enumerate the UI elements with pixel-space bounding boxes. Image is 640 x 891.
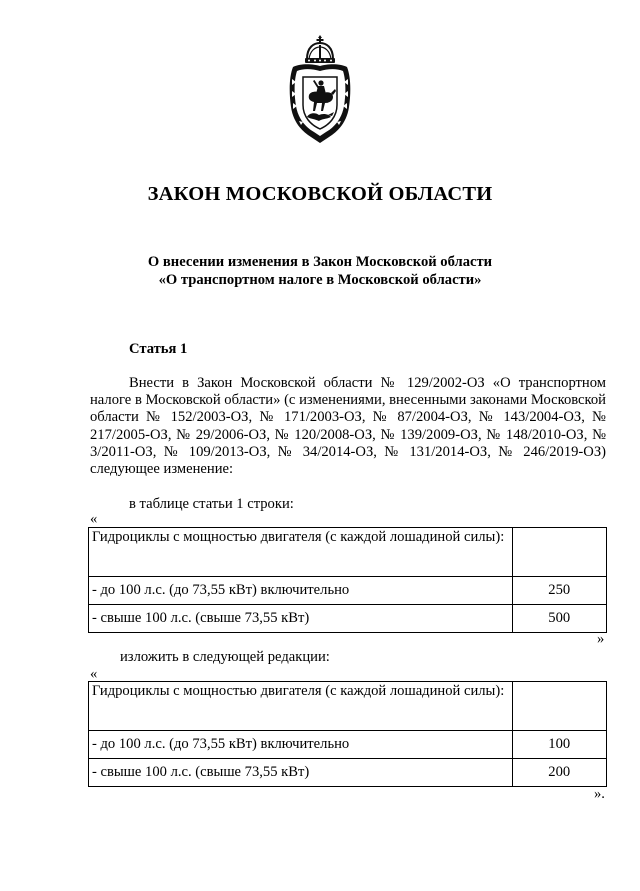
row-name: Гидроциклы с мощностью двигателя (с каждой лошадиной силы): xyxy=(89,528,513,577)
row-value: 500 xyxy=(512,605,607,633)
coat-of-arms-icon xyxy=(287,33,353,145)
article-heading: Статья 1 xyxy=(129,341,188,357)
open-quote-1: « xyxy=(90,511,98,527)
row-value: 100 xyxy=(512,731,607,759)
row-name: - до 100 л.с. (до 73,55 кВт) включительно xyxy=(89,577,513,605)
row-name: - свыше 100 л.с. (свыше 73,55 кВт) xyxy=(89,759,513,787)
old-rates-table xyxy=(88,527,607,633)
law-subtitle-line-1: О внесении изменения в Закон Московской области xyxy=(147,254,493,270)
new-rates-table xyxy=(88,681,607,787)
law-title: ЗАКОН МОСКОВСКОЙ ОБЛАСТИ xyxy=(147,183,493,205)
row-name: Гидроциклы с мощностью двигателя (с каждой лошадиной силы): xyxy=(89,682,513,731)
table-row xyxy=(89,731,607,759)
row-value xyxy=(512,682,607,731)
table-row xyxy=(89,528,607,577)
table-intro: в таблице статьи 1 строки: xyxy=(129,496,294,512)
close-quote-1: » xyxy=(597,631,605,647)
table-row xyxy=(89,577,607,605)
restate-intro: изложить в следующей редакции: xyxy=(120,649,330,665)
row-value: 250 xyxy=(512,577,607,605)
table-row xyxy=(89,682,607,731)
row-name: - свыше 100 л.с. (свыше 73,55 кВт) xyxy=(89,605,513,633)
article-text: Внести в Закон Московской области № 129/2002-ОЗ «О транспортном налоге в Московской области» (с изменениями, внесенными законами Московской области № 152/2003-ОЗ, № 171/2003-ОЗ, № 87/2004-ОЗ, № 143/2004-ОЗ, № 217/2005-ОЗ, № 29/2006-ОЗ, № 120/2008-ОЗ, № 139/2009-ОЗ, № 148/2010-ОЗ, № 3/2011-ОЗ, № 109/2013-ОЗ, № 34/2014-ОЗ, № 131/2014-ОЗ, № 246/2019-ОЗ) следующее изменение: xyxy=(90,375,606,478)
close-quote-2: ». xyxy=(594,786,605,802)
table-row xyxy=(89,605,607,633)
row-name: - до 100 л.с. (до 73,55 кВт) включительно xyxy=(89,731,513,759)
row-value xyxy=(512,528,607,577)
law-subtitle-line-2: «О транспортном налоге в Московской области» xyxy=(158,272,482,288)
open-quote-2: « xyxy=(90,666,98,682)
table-row xyxy=(89,759,607,787)
row-value: 200 xyxy=(512,759,607,787)
